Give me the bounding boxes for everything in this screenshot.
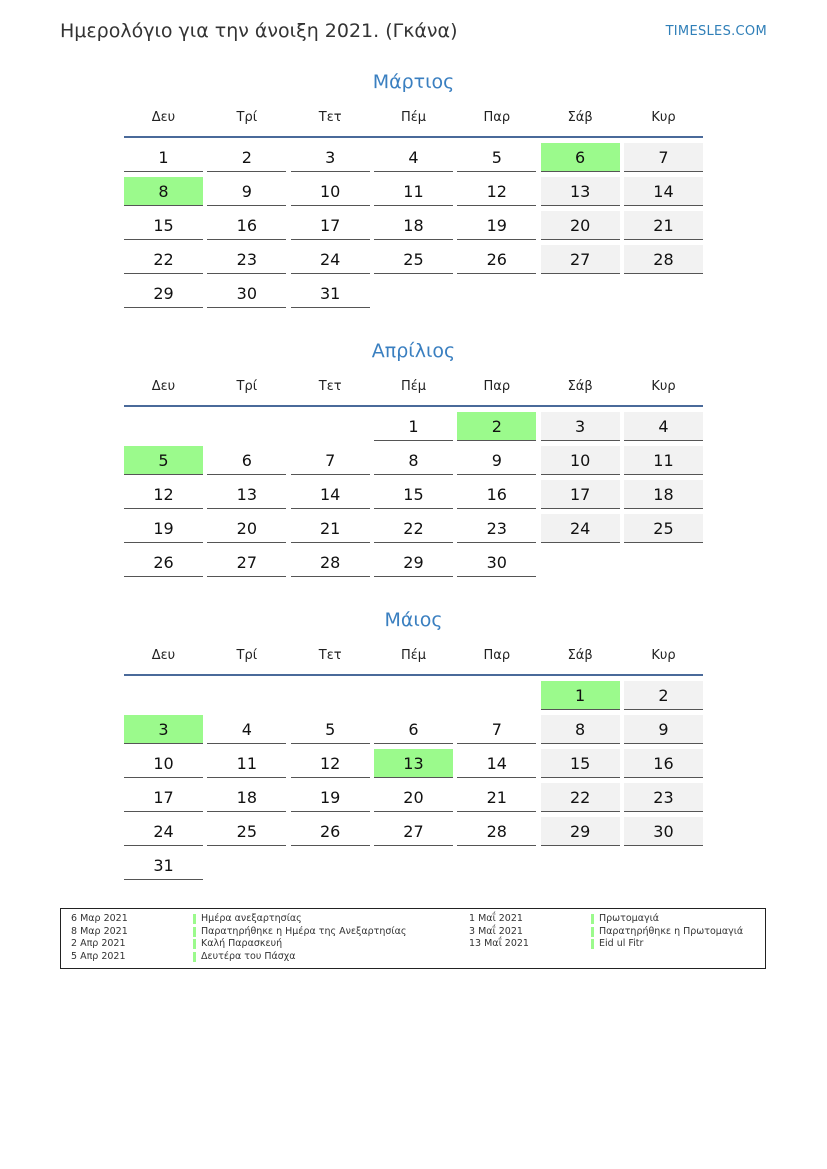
day-cell[interactable]: 18 [624, 480, 703, 509]
holiday-day-cell[interactable]: 6 [541, 143, 620, 172]
day-cell[interactable]: 9 [457, 446, 536, 475]
day-cell[interactable]: 12 [291, 749, 370, 778]
day-cell[interactable]: 1 [374, 412, 453, 441]
day-cell[interactable]: 2 [624, 681, 703, 710]
weekday-label: Παρ [483, 648, 511, 663]
day-cell[interactable]: 26 [457, 245, 536, 274]
legend-row [71, 938, 406, 951]
month-rule [124, 674, 703, 676]
weekday-label: Τρί [236, 648, 258, 663]
day-cell[interactable]: 5 [457, 143, 536, 172]
holiday-color-marker [193, 939, 196, 949]
day-cell[interactable]: 31 [124, 851, 203, 880]
legend-holiday-name: Καλή Παρασκευή [201, 938, 283, 950]
weekday-label: Δευ [151, 379, 176, 394]
day-cell[interactable]: 4 [207, 715, 286, 744]
day-cell[interactable]: 12 [457, 177, 536, 206]
day-cell[interactable]: 9 [207, 177, 286, 206]
day-cell[interactable]: 3 [541, 412, 620, 441]
day-cell[interactable]: 30 [207, 279, 286, 308]
site-link[interactable]: TIMESLES.COM [665, 24, 767, 39]
weekday-label: Κυρ [651, 379, 676, 394]
day-cell[interactable]: 7 [457, 715, 536, 744]
legend-date: 5 Απρ 2021 [71, 951, 126, 963]
day-cell[interactable]: 31 [291, 279, 370, 308]
day-grid [124, 681, 703, 880]
month-name: Απρίλιος [371, 340, 456, 362]
day-cell[interactable]: 16 [457, 480, 536, 509]
legend-date: 8 Μαρ 2021 [71, 925, 128, 937]
day-cell[interactable]: 15 [124, 211, 203, 240]
day-cell[interactable]: 24 [541, 514, 620, 543]
day-cell[interactable]: 14 [457, 749, 536, 778]
weekday-label: Τετ [318, 648, 342, 663]
day-cell[interactable]: 23 [207, 245, 286, 274]
day-cell[interactable]: 7 [624, 143, 703, 172]
day-cell[interactable]: 20 [207, 514, 286, 543]
month-rule [124, 405, 703, 407]
day-cell[interactable]: 11 [374, 177, 453, 206]
day-cell[interactable]: 4 [624, 412, 703, 441]
day-cell[interactable]: 23 [457, 514, 536, 543]
day-cell[interactable]: 29 [124, 279, 203, 308]
day-cell[interactable]: 14 [624, 177, 703, 206]
holiday-day-cell[interactable]: 13 [374, 749, 453, 778]
day-cell[interactable]: 11 [624, 446, 703, 475]
month-april [124, 337, 703, 577]
day-cell[interactable]: 9 [624, 715, 703, 744]
month-name: Μάρτιος [372, 71, 455, 93]
legend-column-right [469, 913, 743, 951]
day-cell[interactable]: 25 [207, 817, 286, 846]
weekday-label: Πέμ [400, 379, 427, 394]
day-cell[interactable]: 16 [207, 211, 286, 240]
day-cell[interactable]: 27 [541, 245, 620, 274]
day-cell[interactable]: 21 [291, 514, 370, 543]
day-cell[interactable]: 13 [541, 177, 620, 206]
legend-holiday-name: Πρωτομαγιά [599, 913, 660, 924]
legend-row [469, 926, 743, 939]
holiday-color-marker [193, 952, 196, 962]
day-cell[interactable]: 19 [457, 211, 536, 240]
day-cell[interactable]: 30 [624, 817, 703, 846]
day-cell[interactable]: 21 [624, 211, 703, 240]
legend-date: 3 Μαΐ 2021 [469, 925, 523, 937]
legend-date: 6 Μαρ 2021 [71, 913, 128, 924]
day-cell[interactable]: 17 [124, 783, 203, 812]
legend-date: 1 Μαΐ 2021 [469, 913, 523, 924]
empty-cell [457, 681, 536, 710]
empty-cell [291, 412, 370, 441]
day-cell[interactable]: 22 [541, 783, 620, 812]
day-cell[interactable]: 5 [291, 715, 370, 744]
month-rule [124, 136, 703, 138]
weekday-label: Δευ [151, 110, 176, 125]
day-cell[interactable]: 12 [124, 480, 203, 509]
legend-row [469, 938, 743, 951]
empty-cell [207, 681, 286, 710]
legend-date: 13 Μαΐ 2021 [469, 938, 529, 950]
holiday-color-marker [193, 914, 196, 924]
weekday-header [124, 375, 703, 399]
day-cell[interactable]: 8 [541, 715, 620, 744]
day-cell[interactable]: 10 [291, 177, 370, 206]
day-cell[interactable]: 4 [374, 143, 453, 172]
day-cell[interactable]: 16 [624, 749, 703, 778]
empty-cell [207, 412, 286, 441]
legend-holiday-name: Παρατηρήθηκε η Ημέρα της Ανεξαρτησίας [201, 925, 407, 937]
month-march [124, 68, 703, 308]
day-cell[interactable]: 17 [541, 480, 620, 509]
empty-cell [124, 681, 203, 710]
day-cell[interactable]: 6 [207, 446, 286, 475]
weekday-label: Τετ [318, 110, 342, 125]
weekday-label: Παρ [483, 110, 511, 125]
day-cell[interactable]: 24 [124, 817, 203, 846]
day-cell[interactable]: 7 [291, 446, 370, 475]
day-cell[interactable]: 28 [291, 548, 370, 577]
holiday-day-cell[interactable]: 8 [124, 177, 203, 206]
empty-cell [124, 412, 203, 441]
day-cell[interactable]: 11 [207, 749, 286, 778]
day-cell[interactable]: 30 [457, 548, 536, 577]
holiday-day-cell[interactable]: 3 [124, 715, 203, 744]
month-name: Μάιος [384, 609, 443, 631]
day-cell[interactable]: 17 [291, 211, 370, 240]
day-cell[interactable]: 15 [541, 749, 620, 778]
holiday-legend [60, 908, 766, 969]
holiday-day-cell[interactable]: 5 [124, 446, 203, 475]
day-cell[interactable]: 28 [624, 245, 703, 274]
day-cell[interactable]: 19 [291, 783, 370, 812]
empty-cell [291, 681, 370, 710]
day-cell[interactable]: 19 [124, 514, 203, 543]
day-cell[interactable]: 22 [374, 514, 453, 543]
page-title: Ημερολόγιο για την άνοιξη 2021. (Γκάνα) [60, 20, 458, 42]
day-grid [124, 143, 703, 308]
day-cell[interactable]: 3 [291, 143, 370, 172]
legend-holiday-name: Eid ul Fitr [599, 938, 644, 950]
holiday-color-marker [193, 927, 196, 937]
day-cell[interactable]: 26 [124, 548, 203, 577]
weekday-label: Κυρ [651, 110, 676, 125]
legend-row [71, 926, 406, 939]
holiday-day-cell[interactable]: 2 [457, 412, 536, 441]
day-cell[interactable]: 10 [124, 749, 203, 778]
month-may [124, 606, 703, 880]
weekday-label: Σάβ [567, 379, 593, 394]
day-cell[interactable]: 20 [541, 211, 620, 240]
holiday-color-marker [591, 914, 594, 924]
weekday-label: Δευ [151, 648, 176, 663]
day-cell[interactable]: 27 [374, 817, 453, 846]
day-cell[interactable]: 26 [291, 817, 370, 846]
day-cell[interactable]: 27 [207, 548, 286, 577]
day-cell[interactable]: 14 [291, 480, 370, 509]
day-cell[interactable]: 24 [291, 245, 370, 274]
holiday-color-marker [591, 939, 594, 949]
day-cell[interactable]: 25 [374, 245, 453, 274]
weekday-header [124, 644, 703, 668]
empty-cell [374, 681, 453, 710]
day-cell[interactable]: 18 [207, 783, 286, 812]
legend-row [71, 951, 406, 964]
weekday-label: Σάβ [567, 110, 593, 125]
day-cell[interactable]: 22 [124, 245, 203, 274]
weekday-label: Κυρ [651, 648, 676, 663]
weekday-label: Τρί [236, 110, 258, 125]
day-cell[interactable]: 13 [207, 480, 286, 509]
day-cell[interactable]: 21 [457, 783, 536, 812]
day-cell[interactable]: 25 [624, 514, 703, 543]
weekday-label: Πέμ [400, 110, 427, 125]
weekday-label: Πέμ [400, 648, 427, 663]
legend-holiday-name: Ημέρα ανεξαρτησίας [201, 913, 302, 924]
day-cell[interactable]: 2 [207, 143, 286, 172]
weekday-label: Σάβ [567, 648, 593, 663]
day-cell[interactable]: 23 [624, 783, 703, 812]
day-grid [124, 412, 703, 577]
weekday-header [124, 106, 703, 130]
weekday-label: Παρ [483, 379, 511, 394]
day-cell[interactable]: 28 [457, 817, 536, 846]
legend-holiday-name: Παρατηρήθηκε η Πρωτομαγιά [599, 925, 744, 937]
day-cell[interactable]: 6 [374, 715, 453, 744]
legend-row [71, 913, 406, 926]
weekday-label: Τρί [236, 379, 258, 394]
weekday-label: Τετ [318, 379, 342, 394]
day-cell[interactable]: 10 [541, 446, 620, 475]
day-cell[interactable]: 18 [374, 211, 453, 240]
holiday-color-marker [591, 927, 594, 937]
day-cell[interactable]: 8 [374, 446, 453, 475]
day-cell[interactable]: 1 [124, 143, 203, 172]
day-cell[interactable]: 15 [374, 480, 453, 509]
legend-row [469, 913, 743, 926]
day-cell[interactable]: 20 [374, 783, 453, 812]
legend-holiday-name: Δευτέρα του Πάσχα [201, 951, 296, 963]
legend-date: 2 Απρ 2021 [71, 938, 126, 950]
day-cell[interactable]: 29 [374, 548, 453, 577]
legend-column-left [71, 913, 406, 964]
day-cell[interactable]: 29 [541, 817, 620, 846]
holiday-day-cell[interactable]: 1 [541, 681, 620, 710]
